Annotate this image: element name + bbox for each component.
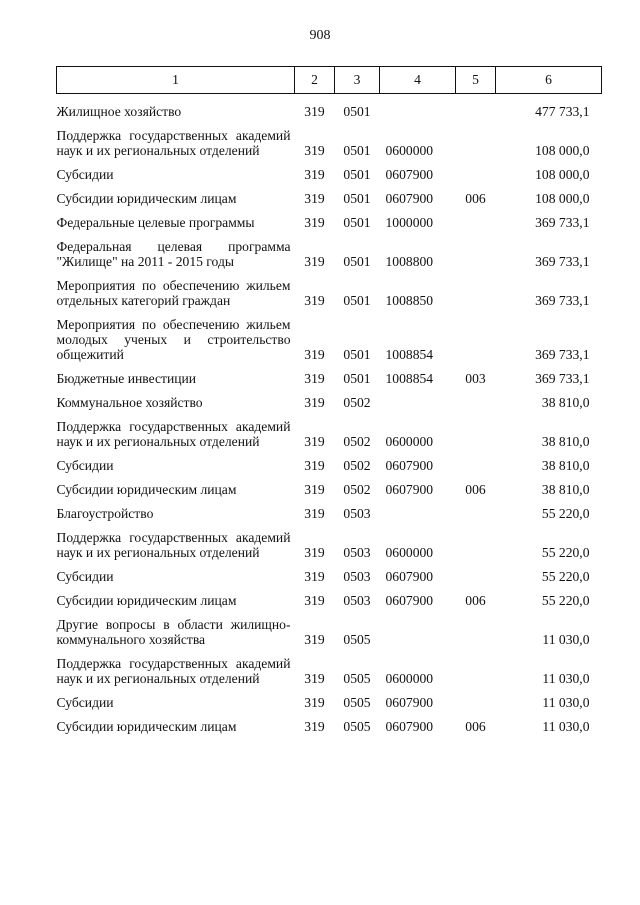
ministry-code: 319 [304,482,325,497]
section-code: 0501 [343,167,371,182]
table-row [57,94,602,120]
section-code: 0503 [343,506,371,521]
target-article-code: 0607900 [385,191,434,206]
table-header [57,67,602,94]
expense-type-code [456,521,496,560]
expense-type-code [456,119,496,158]
amount: 11 030,0 [542,719,590,734]
amount: 369 733,1 [535,293,590,308]
amount: 369 733,1 [535,215,590,230]
table-row [57,584,602,608]
table-row [57,308,602,362]
table-row [57,206,602,230]
amount: 369 733,1 [535,371,590,386]
expense-type-code [456,206,496,230]
section-code: 0503 [343,569,371,584]
ministry-code: 319 [304,104,325,119]
target-article-code: 0607900 [385,593,434,608]
expense-type-code [456,158,496,182]
section-code: 0501 [343,191,371,206]
target-article-code: 0607900 [385,167,434,182]
expense-type-code [456,560,496,584]
item-name: Субсидии юридическим лицам [56,719,237,734]
amount: 38 810,0 [541,482,590,497]
section-code: 0505 [343,719,371,734]
expense-type-code [456,647,496,686]
item-name: Другие вопросы в области жилищно-коммунального хозяйства [56,617,291,647]
target-article-code [380,386,456,410]
amount: 55 220,0 [541,593,590,608]
table-row [57,521,602,560]
expense-type-code [456,686,496,710]
ministry-code: 319 [304,215,325,230]
item-name: Жилищное хозяйство [56,104,182,119]
section-code: 0501 [343,104,371,119]
expense-type-code [456,410,496,449]
table-row [57,182,602,206]
table-row [57,608,602,647]
item-name: Субсидии [56,458,114,473]
table-row [57,158,602,182]
section-code: 0501 [343,215,371,230]
ministry-code: 319 [304,569,325,584]
table-body [57,94,602,735]
amount: 11 030,0 [542,671,590,686]
target-article-code [380,94,456,120]
ministry-code: 319 [304,695,325,710]
item-name: Субсидии юридическим лицам [56,191,237,206]
amount: 55 220,0 [541,506,590,521]
section-code: 0501 [343,371,371,386]
item-name: Мероприятия по обеспечению жильем отдельных категорий граждан [56,278,291,308]
amount: 38 810,0 [541,434,590,449]
section-code: 0503 [343,593,371,608]
table-row [57,647,602,686]
target-article-code: 0600000 [385,143,434,158]
expense-type-code: 006 [465,482,486,497]
ministry-code: 319 [304,293,325,308]
header-cell: 3 [335,67,380,94]
target-article-code [380,497,456,521]
item-name: Коммунальное хозяйство [56,395,203,410]
amount: 369 733,1 [535,254,590,269]
target-article-code: 0600000 [385,545,434,560]
ministry-code: 319 [304,671,325,686]
table-row [57,560,602,584]
amount: 369 733,1 [535,347,590,362]
table-row [57,449,602,473]
target-article-code: 0607900 [385,569,434,584]
ministry-code: 319 [304,458,325,473]
ministry-code: 319 [304,719,325,734]
ministry-code: 319 [304,254,325,269]
item-name: Субсидии [56,167,114,182]
expense-type-code [456,386,496,410]
amount: 108 000,0 [535,143,590,158]
ministry-code: 319 [304,545,325,560]
item-name: Поддержка государственных академий наук и их региональных отделений [56,419,291,449]
section-code: 0501 [343,347,371,362]
header-cell: 1 [57,67,295,94]
table-row [57,686,602,710]
expense-type-code: 006 [465,719,486,734]
amount: 38 810,0 [541,395,590,410]
expense-type-code: 003 [465,371,486,386]
expense-type-code [456,230,496,269]
item-name: Бюджетные инвестиции [56,371,197,386]
target-article-code: 0607900 [385,695,434,710]
expense-type-code [456,449,496,473]
section-code: 0501 [343,293,371,308]
expense-type-code [456,94,496,120]
target-article-code: 0607900 [385,719,434,734]
target-article-code: 1008850 [385,293,434,308]
section-code: 0502 [343,482,371,497]
expense-type-code [456,497,496,521]
header-cell: 4 [380,67,456,94]
target-article-code: 0607900 [385,482,434,497]
expense-type-code: 006 [465,593,486,608]
item-name: Благоустройство [56,506,154,521]
amount: 11 030,0 [542,695,590,710]
table-row [57,386,602,410]
item-name: Субсидии [56,695,114,710]
table-row [57,473,602,497]
table-row [57,710,602,734]
amount: 11 030,0 [542,632,590,647]
amount: 108 000,0 [535,167,590,182]
header-cell: 6 [496,67,602,94]
item-name: Субсидии [56,569,114,584]
target-article-code: 0600000 [385,671,434,686]
ministry-code: 319 [304,347,325,362]
ministry-code: 319 [304,167,325,182]
ministry-code: 319 [304,632,325,647]
header-cell: 2 [295,67,335,94]
amount: 55 220,0 [541,569,590,584]
table-row [57,497,602,521]
expense-type-code [456,308,496,362]
target-article-code: 1000000 [385,215,434,230]
item-name: Поддержка государственных академий наук и их региональных отделений [56,656,291,686]
table-row [57,119,602,158]
item-name: Поддержка государственных академий наук и их региональных отделений [56,128,291,158]
section-code: 0505 [343,695,371,710]
item-name: Поддержка государственных академий наук и их региональных отделений [56,530,291,560]
ministry-code: 319 [304,593,325,608]
table-row [57,230,602,269]
amount: 38 810,0 [541,458,590,473]
table-row [57,362,602,386]
page-number: 908 [309,28,331,43]
section-code: 0502 [343,458,371,473]
section-code: 0503 [343,545,371,560]
table-row [57,269,602,308]
section-code: 0501 [343,143,371,158]
expense-type-code [456,269,496,308]
item-name: Федеральная целевая программа "Жилище" на 2011 - 2015 годы [56,239,291,269]
target-article-code: 0607900 [385,458,434,473]
amount: 477 733,1 [535,104,590,119]
target-article-code: 1008854 [385,347,434,362]
budget-table [56,66,602,734]
item-name: Субсидии юридическим лицам [56,593,237,608]
item-name: Федеральные целевые программы [56,215,255,230]
ministry-code: 319 [304,434,325,449]
ministry-code: 319 [304,191,325,206]
expense-type-code: 006 [465,191,486,206]
section-code: 0501 [343,254,371,269]
section-code: 0502 [343,434,371,449]
target-article-code: 1008854 [385,371,434,386]
item-name: Мероприятия по обеспечению жильем молодых ученых и строительство общежитий [56,317,291,362]
section-code: 0505 [343,671,371,686]
target-article-code: 1008800 [385,254,434,269]
section-code: 0502 [343,395,371,410]
item-name: Субсидии юридическим лицам [56,482,237,497]
expense-type-code [456,608,496,647]
ministry-code: 319 [304,143,325,158]
target-article-code: 0600000 [385,434,434,449]
target-article-code [380,608,456,647]
ministry-code: 319 [304,371,325,386]
header-cell: 5 [456,67,496,94]
table-row [57,410,602,449]
ministry-code: 319 [304,395,325,410]
section-code: 0505 [343,632,371,647]
ministry-code: 319 [304,506,325,521]
amount: 55 220,0 [541,545,590,560]
amount: 108 000,0 [535,191,590,206]
